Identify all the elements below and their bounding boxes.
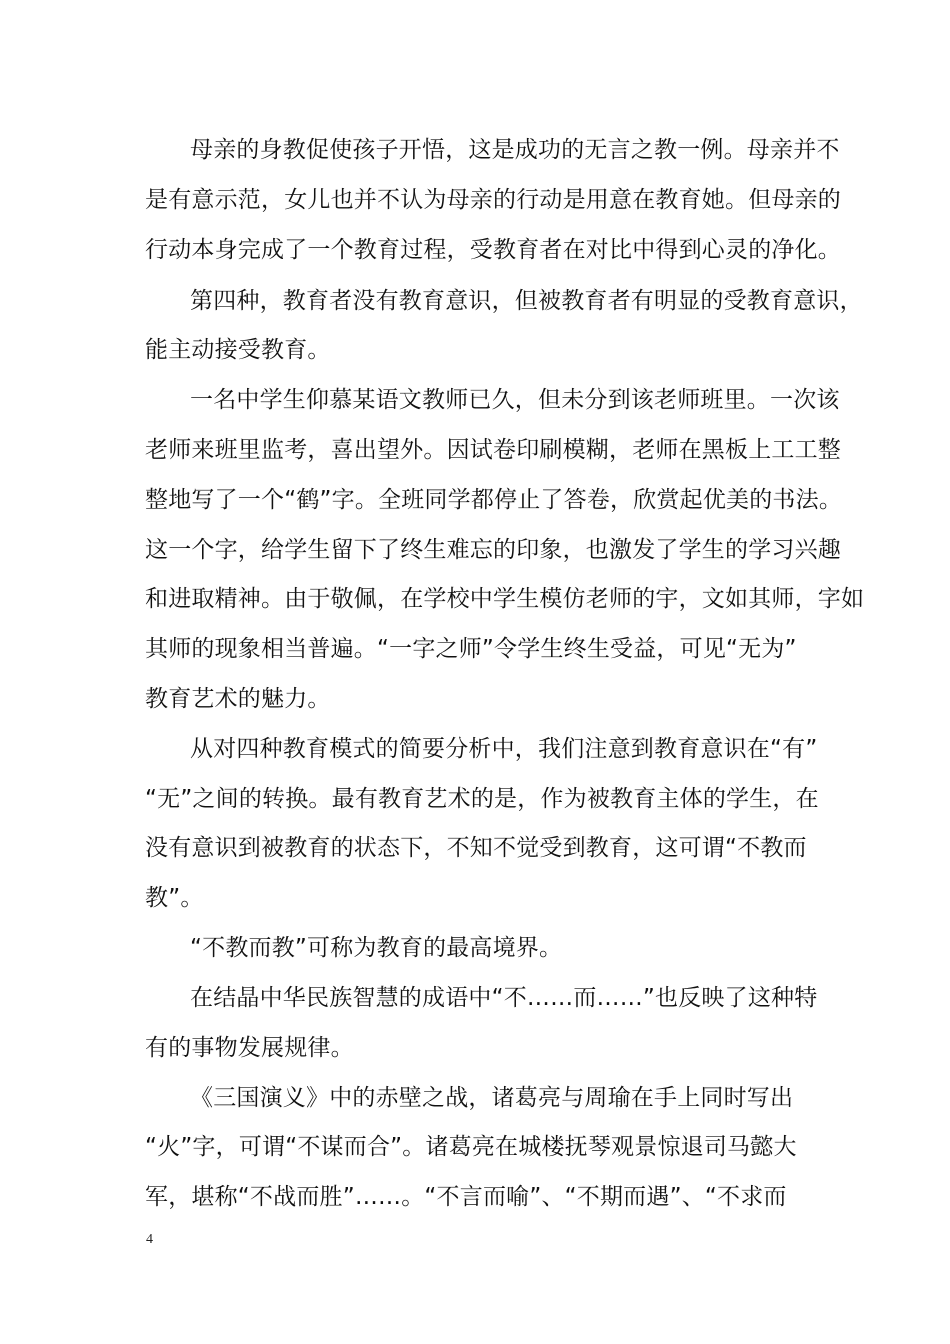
text-line: 母亲的身教促使孩子开悟，这是成功的无言之教一例。母亲并不 <box>190 137 840 163</box>
page-number: 4 <box>146 1232 153 1247</box>
text-line: 在结晶中华民族智慧的成语中“不……而……”也反映了这种特 <box>190 985 818 1011</box>
text-line: 老师来班里监考，喜出望外。因试卷印刷模糊，老师在黑板上工工整 <box>145 437 841 463</box>
text-line: 从对四种教育模式的简要分析中，我们注意到教育意识在“有” <box>190 736 818 762</box>
text-line: 整地写了一个“鹤”字。全班同学都停止了答卷，欣赏起优美的书法。 <box>145 487 843 513</box>
text-line: 《三国演义》中的赤壁之战，诸葛亮与周瑜在手上同时写出 <box>190 1085 794 1111</box>
text-line: “无”之间的转换。最有教育艺术的是，作为被教育主体的学生，在 <box>145 786 819 812</box>
text-line: “火”字，可谓“不谋而合”。诸葛亮在城楼抚琴观景惊退司马懿大 <box>145 1134 797 1160</box>
text-line: 是有意示范，女儿也并不认为母亲的行动是用意在教育她。但母亲的 <box>145 187 841 213</box>
text-line: 和进取精神。由于敬佩，在学校中学生模仿老师的宇，文如其师，字如 <box>145 586 865 612</box>
text-line: “不教而教”可称为教育的最高境界。 <box>190 935 563 961</box>
text-line: 这一个字，给学生留下了终生难忘的印象，也激发了学生的学习兴趣 <box>145 537 841 563</box>
text-line: 军，堪称“不战而胜”……。“不言而喻”、“不期而遇”、“不求而 <box>145 1184 787 1210</box>
text-line: 一名中学生仰慕某语文教师已久，但未分到该老师班里。一次该 <box>190 387 840 413</box>
text-line: 教”。 <box>145 885 204 911</box>
text-line: 教育艺术的魅力。 <box>145 686 331 712</box>
text-line: 能主动接受教育。 <box>145 337 331 363</box>
text-line: 有的事物发展规律。 <box>145 1035 354 1061</box>
text-line: 第四种，教育者没有教育意识，但被教育者有明显的受教育意识， <box>190 288 863 314</box>
text-line: 没有意识到被教育的状态下，不知不觉受到教育，这可谓“不教而 <box>145 835 807 861</box>
text-line: 行动本身完成了一个教育过程，受教育者在对比中得到心灵的净化。 <box>145 237 841 263</box>
text-line: 其师的现象相当普遍。“一字之师”令学生终生受益，可见“无为” <box>145 636 797 662</box>
